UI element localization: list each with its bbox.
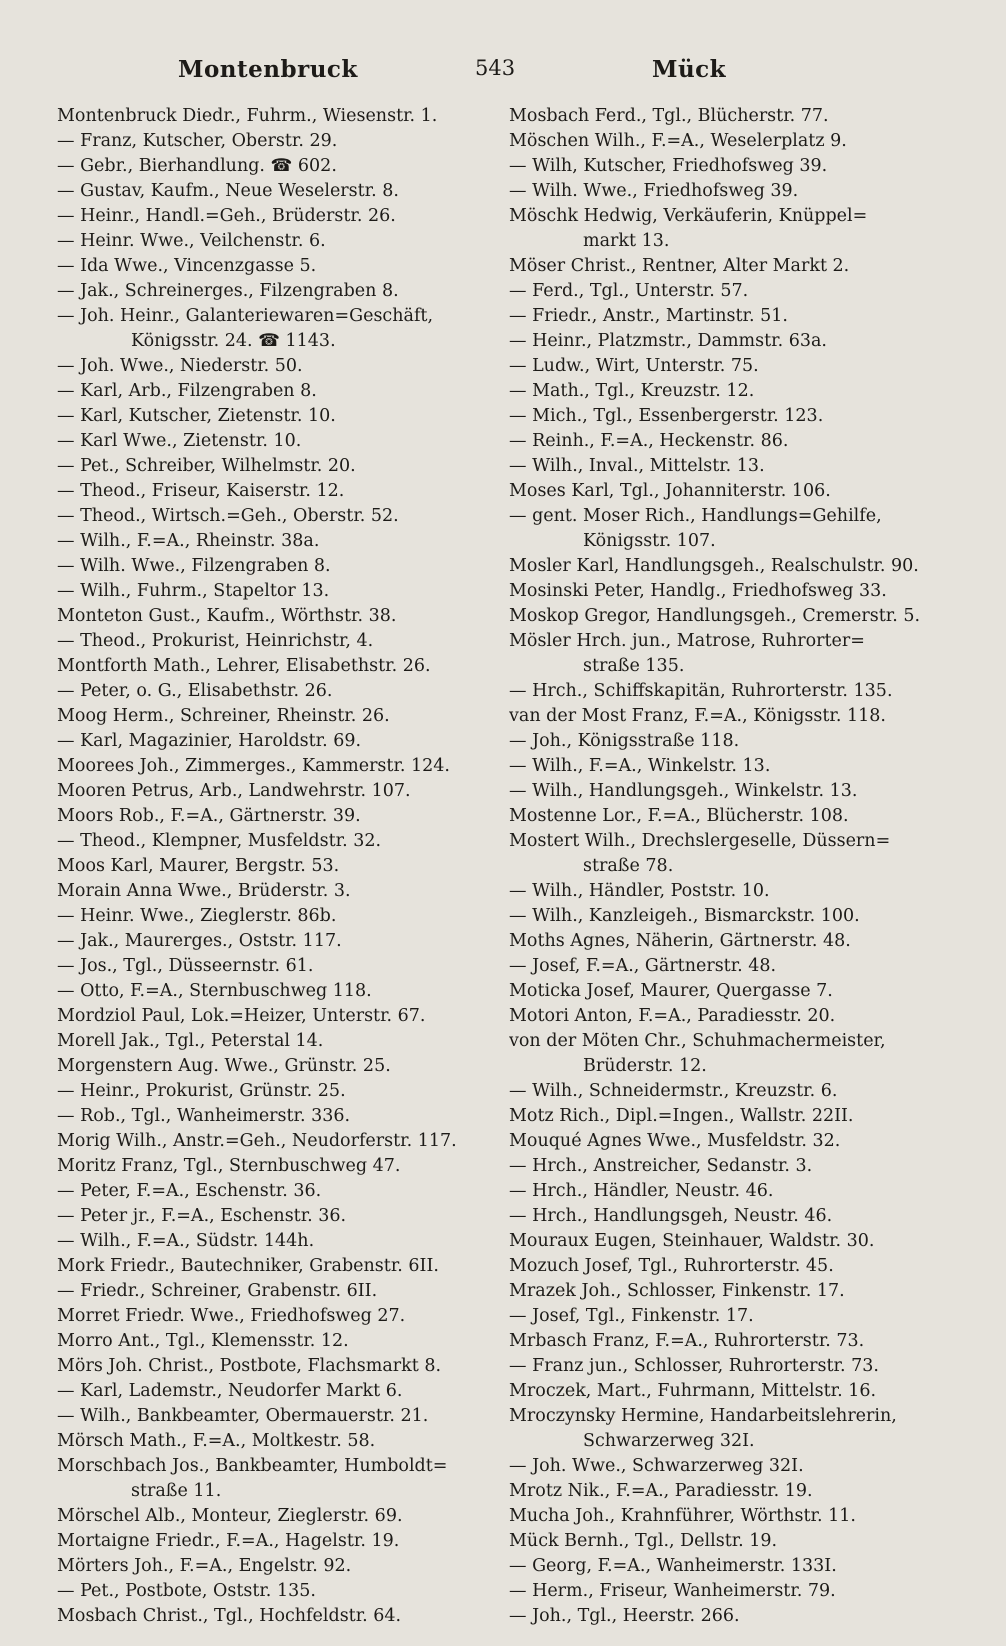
- directory-entry-line: — Ida Wwe., Vincenzgasse 5.: [57, 256, 317, 276]
- directory-entry-line: Mroczek, Mart., Fuhrmann, Mittelstr. 16.: [509, 1381, 877, 1401]
- directory-entry-line: Königsstr. 107.: [583, 531, 716, 551]
- directory-entry-line: Moths Agnes, Näherin, Gärtnerstr. 48.: [509, 931, 851, 951]
- directory-entry-line: — Wilh. Wwe., Filzengraben 8.: [57, 556, 331, 576]
- directory-entry-line: Montforth Math., Lehrer, Elisabethstr. 26.: [57, 656, 431, 676]
- directory-entry-line: Möschk Hedwig, Verkäuferin, Knüppel=: [509, 206, 868, 226]
- directory-entry-line: — Friedr., Schreiner, Grabenstr. 6II.: [57, 1281, 378, 1301]
- directory-entry-line: Schwarzerweg 32I.: [583, 1431, 755, 1451]
- directory-entry-line: Mörsch Math., F.=A., Moltkestr. 58.: [57, 1431, 376, 1451]
- directory-entry-line: — Franz jun., Schlosser, Ruhrorterstr. 73.: [509, 1356, 879, 1376]
- directory-entry-line: Mörschel Alb., Monteur, Zieglerstr. 69.: [57, 1506, 403, 1526]
- directory-entry-line: von der Möten Chr., Schuhmachermeister,: [509, 1031, 886, 1051]
- directory-entry-line: — Joh. Wwe., Schwarzerweg 32I.: [509, 1456, 804, 1476]
- directory-entry-line: — Wilh, Kutscher, Friedhofsweg 39.: [509, 156, 828, 176]
- directory-entry-line: Morell Jak., Tgl., Peterstal 14.: [57, 1031, 324, 1051]
- directory-entry-line: Mück Bernh., Tgl., Dellstr. 19.: [509, 1531, 778, 1551]
- directory-entry-line: — Wilh., F.=A., Winkelstr. 13.: [509, 756, 771, 776]
- directory-entry-line: straße 135.: [583, 656, 685, 676]
- directory-entry-line: — Gustav, Kaufm., Neue Weselerstr. 8.: [57, 181, 399, 201]
- directory-entry-line: Möschen Wilh., F.=A., Weselerplatz 9.: [509, 131, 847, 151]
- directory-entry-line: — Hrch., Handlungsgeh, Neustr. 46.: [509, 1206, 833, 1226]
- directory-entry-line: — Georg, F.=A., Wanheimerstr. 133I.: [509, 1556, 837, 1576]
- directory-entry-line: — Theod., Friseur, Kaiserstr. 12.: [57, 481, 345, 501]
- directory-entry-line: — Karl, Kutscher, Zietenstr. 10.: [57, 406, 336, 426]
- directory-entry-line: Mosbach Ferd., Tgl., Blücherstr. 77.: [509, 106, 829, 126]
- directory-entry-line: — Reinh., F.=A., Heckenstr. 86.: [509, 431, 789, 451]
- directory-entry-line: — Otto, F.=A., Sternbuschweg 118.: [57, 981, 372, 1001]
- directory-entry-line: — Heinr. Wwe., Veilchenstr. 6.: [57, 231, 326, 251]
- directory-entry-line: — Joh. Heinr., Galanteriewaren=Geschäft,: [57, 306, 434, 326]
- directory-entry-line: Mrotz Nik., F.=A., Paradiesstr. 19.: [509, 1481, 813, 1501]
- directory-entry-line: — Josef, F.=A., Gärtnerstr. 48.: [509, 956, 777, 976]
- directory-entry-line: — Heinr., Platzmstr., Dammstr. 63a.: [509, 331, 827, 351]
- directory-entry-line: — Theod., Prokurist, Heinrichstr, 4.: [57, 631, 374, 651]
- directory-entry-line: — Herm., Friseur, Wanheimerstr. 79.: [509, 1581, 836, 1601]
- directory-entry-line: — Theod., Klempner, Musfeldstr. 32.: [57, 831, 382, 851]
- directory-entry-line: — Peter, o. G., Elisabethstr. 26.: [57, 681, 333, 701]
- directory-entry-line: — Wilh., Kanzleigeh., Bismarckstr. 100.: [509, 906, 860, 926]
- directory-entry-line: Morain Anna Wwe., Brüderstr. 3.: [57, 881, 351, 901]
- directory-entry-line: — Peter, F.=A., Eschenstr. 36.: [57, 1181, 322, 1201]
- directory-entry-line: — Hrch., Anstreicher, Sedanstr. 3.: [509, 1156, 813, 1176]
- directory-entry-line: — Heinr., Handl.=Geh., Brüderstr. 26.: [57, 206, 396, 226]
- directory-entry-line: Mozuch Josef, Tgl., Ruhrorterstr. 45.: [509, 1256, 834, 1276]
- directory-entry-line: Mostenne Lor., F.=A., Blücherstr. 108.: [509, 806, 849, 826]
- directory-entry-line: — Mich., Tgl., Essenbergerstr. 123.: [509, 406, 824, 426]
- directory-entry-line: — Wilh., Bankbeamter, Obermauerstr. 21.: [57, 1406, 429, 1426]
- directory-entry-line: — Karl, Arb., Filzengraben 8.: [57, 381, 317, 401]
- directory-entry-line: Mooren Petrus, Arb., Landwehrstr. 107.: [57, 781, 411, 801]
- directory-entry-line: — Joh., Tgl., Heerstr. 266.: [509, 1606, 740, 1626]
- directory-entry-line: — Franz, Kutscher, Oberstr. 29.: [57, 131, 338, 151]
- directory-entry-line: Mork Friedr., Bautechniker, Grabenstr. 6II.: [57, 1256, 439, 1276]
- directory-entry-line: Königsstr. 24. ☎ 1143.: [131, 331, 336, 351]
- directory-entry-line: — Wilh., F.=A., Südstr. 144h.: [57, 1231, 315, 1251]
- directory-entry-line: — Wilh. Wwe., Friedhofsweg 39.: [509, 181, 799, 201]
- directory-entry-line: — Pet., Schreiber, Wilhelmstr. 20.: [57, 456, 356, 476]
- directory-entry-line: Mrbasch Franz, F.=A., Ruhrorterstr. 73.: [509, 1331, 865, 1351]
- directory-entry-line: Möser Christ., Rentner, Alter Markt 2.: [509, 256, 850, 276]
- directory-entry-line: — Wilh., Inval., Mittelstr. 13.: [509, 456, 765, 476]
- directory-entry-line: Morro Ant., Tgl., Klemensstr. 12.: [57, 1331, 349, 1351]
- directory-entry-line: Monteton Gust., Kaufm., Wörthstr. 38.: [57, 606, 397, 626]
- directory-entry-line: Mordziol Paul, Lok.=Heizer, Unterstr. 67.: [57, 1006, 426, 1026]
- directory-entry-line: Moorees Joh., Zimmerges., Kammerstr. 124.: [57, 756, 450, 776]
- directory-entry-line: — Wilh., Handlungsgeh., Winkelstr. 13.: [509, 781, 858, 801]
- directory-entry-line: — Ferd., Tgl., Unterstr. 57.: [509, 281, 749, 301]
- directory-entry-line: — Theod., Wirtsch.=Geh., Oberstr. 52.: [57, 506, 399, 526]
- directory-entry-line: straße 11.: [131, 1481, 222, 1501]
- directory-entry-line: Morig Wilh., Anstr.=Geh., Neudorferstr. 117.: [57, 1131, 457, 1151]
- directory-entry-line: — Jos., Tgl., Düsseernstr. 61.: [57, 956, 314, 976]
- directory-entry-line: — Jak., Maurerges., Oststr. 117.: [57, 931, 342, 951]
- directory-entry-line: van der Most Franz, F.=A., Königsstr. 118.: [509, 706, 886, 726]
- directory-entry-line: Motz Rich., Dipl.=Ingen., Wallstr. 22II.: [509, 1106, 854, 1126]
- directory-entry-line: — Rob., Tgl., Wanheimerstr. 336.: [57, 1106, 351, 1126]
- directory-entry-line: straße 78.: [583, 856, 674, 876]
- directory-entry-line: — Wilh., F.=A., Rheinstr. 38a.: [57, 531, 320, 551]
- directory-entry-line: Mosbach Christ., Tgl., Hochfeldstr. 64.: [57, 1606, 402, 1626]
- directory-entry-line: Montenbruck Diedr., Fuhrm., Wiesenstr. 1.: [57, 106, 438, 126]
- directory-entry-line: Mouraux Eugen, Steinhauer, Waldstr. 30.: [509, 1231, 875, 1251]
- directory-entry-line: — Math., Tgl., Kreuzstr. 12.: [509, 381, 755, 401]
- directory-entry-line: Moors Rob., F.=A., Gärtnerstr. 39.: [57, 806, 361, 826]
- directory-entry-line: — Gebr., Bierhandlung. ☎ 602.: [57, 156, 337, 176]
- directory-entry-line: Mucha Joh., Krahnführer, Wörthstr. 11.: [509, 1506, 856, 1526]
- directory-entry-line: Morschbach Jos., Bankbeamter, Humboldt=: [57, 1456, 448, 1476]
- directory-entry-line: — Josef, Tgl., Finkenstr. 17.: [509, 1306, 754, 1326]
- directory-entry-line: Moritz Franz, Tgl., Sternbuschweg 47.: [57, 1156, 401, 1176]
- directory-entry-line: — Karl Wwe., Zietenstr. 10.: [57, 431, 302, 451]
- directory-entry-line: — Wilh., Händler, Poststr. 10.: [509, 881, 770, 901]
- directory-entry-line: — gent. Moser Rich., Handlungs=Gehilfe,: [509, 506, 882, 526]
- header-right-keyword: Mück: [652, 56, 727, 83]
- directory-entry-line: — Jak., Schreinerges., Filzengraben 8.: [57, 281, 399, 301]
- directory-entry-line: — Hrch., Schiffskapitän, Ruhrorterstr. 135.: [509, 681, 893, 701]
- directory-entry-line: — Wilh., Fuhrm., Stapeltor 13.: [57, 581, 330, 601]
- directory-entry-line: — Karl, Lademstr., Neudorfer Markt 6.: [57, 1381, 403, 1401]
- directory-entry-line: Moos Karl, Maurer, Bergstr. 53.: [57, 856, 340, 876]
- directory-entry-line: Mostert Wilh., Drechslergeselle, Düssern=: [509, 831, 891, 851]
- directory-entry-line: — Heinr., Prokurist, Grünstr. 25.: [57, 1081, 346, 1101]
- directory-entry-line: Moses Karl, Tgl., Johanniterstr. 106.: [509, 481, 831, 501]
- directory-entry-line: Motori Anton, F.=A., Paradiesstr. 20.: [509, 1006, 836, 1026]
- directory-entry-line: Morgenstern Aug. Wwe., Grünstr. 25.: [57, 1056, 391, 1076]
- directory-entry-line: Moskop Gregor, Handlungsgeh., Cremerstr. 5.: [509, 606, 921, 626]
- directory-entry-line: — Joh. Wwe., Niederstr. 50.: [57, 356, 303, 376]
- directory-entry-line: — Friedr., Anstr., Martinstr. 51.: [509, 306, 788, 326]
- directory-entry-line: Mösler Hrch. jun., Matrose, Ruhrorter=: [509, 631, 865, 651]
- directory-entry-line: — Hrch., Händler, Neustr. 46.: [509, 1181, 774, 1201]
- directory-entry-line: Mörs Joh. Christ., Postbote, Flachsmarkt 8.: [57, 1356, 442, 1376]
- directory-entry-line: — Peter jr., F.=A., Eschenstr. 36.: [57, 1206, 347, 1226]
- directory-entry-line: Mosinski Peter, Handlg., Friedhofsweg 33.: [509, 581, 887, 601]
- left-column: [57, 104, 497, 1629]
- directory-entry-line: — Heinr. Wwe., Zieglerstr. 86b.: [57, 906, 337, 926]
- directory-entry-line: — Joh., Königsstraße 118.: [509, 731, 740, 751]
- directory-entry-line: Morret Friedr. Wwe., Friedhofsweg 27.: [57, 1306, 406, 1326]
- directory-entry-line: — Wilh., Schneidermstr., Kreuzstr. 6.: [509, 1081, 838, 1101]
- directory-entry-line: — Pet., Postbote, Oststr. 135.: [57, 1581, 316, 1601]
- directory-entry-line: — Karl, Magazinier, Haroldstr. 69.: [57, 731, 362, 751]
- directory-entry-line: Mroczynsky Hermine, Handarbeitslehrerin,: [509, 1406, 897, 1426]
- directory-entry-line: Moog Herm., Schreiner, Rheinstr. 26.: [57, 706, 390, 726]
- directory-entry-line: Mouqué Agnes Wwe., Musfeldstr. 32.: [509, 1131, 841, 1151]
- page-number: 543: [475, 56, 516, 80]
- directory-entry-line: markt 13.: [583, 231, 670, 251]
- directory-entry-line: Mrazek Joh., Schlosser, Finkenstr. 17.: [509, 1281, 845, 1301]
- page-header: [50, 56, 950, 86]
- header-left-keyword: Montenbruck: [178, 56, 358, 83]
- directory-entry-line: Mosler Karl, Handlungsgeh., Realschulstr. 90.: [509, 556, 919, 576]
- directory-entry-line: Mörters Joh., F.=A., Engelstr. 92.: [57, 1556, 352, 1576]
- directory-entry-line: Brüderstr. 12.: [583, 1056, 707, 1076]
- directory-entry-line: — Ludw., Wirt, Unterstr. 75.: [509, 356, 759, 376]
- directory-entry-line: Moticka Josef, Maurer, Quergasse 7.: [509, 981, 833, 1001]
- directory-entry-line: Mortaigne Friedr., F.=A., Hagelstr. 19.: [57, 1531, 400, 1551]
- right-column: [509, 104, 949, 1629]
